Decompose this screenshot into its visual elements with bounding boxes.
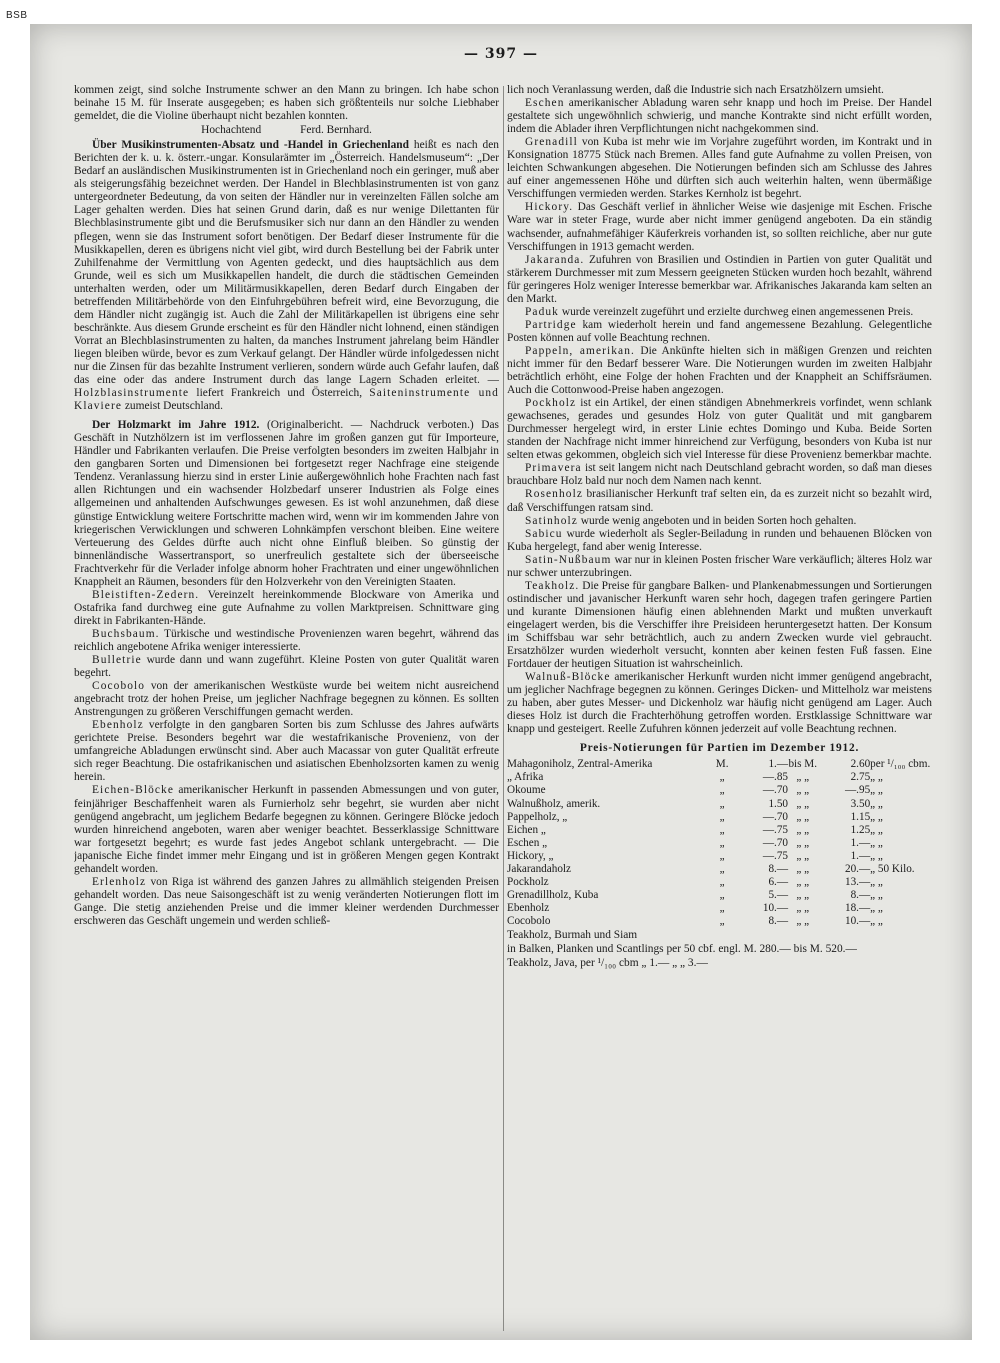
strings-term: Saiteninstrumente und Klaviere xyxy=(74,387,499,413)
article-holzmarkt-body: (Originalbericht. — Nachdruck verboten.) Das Geschäft in Nutzhölzern ist im verflossenen Jahre im großen ganzen gut für Importeure, Händler und Fabrikanten verlaufen. Die Preise verfolgten besonders im zweiten Halbjahr in den gangbaren Sorten und Dimensionen bei fortgesetzt reger Nachfrage eine steigende Tendenz. Veranlassung hierzu sind in erster Linie außergewöhnlich hohe Frachten nach fast allen Richtungen und ein wachsender Holzbedarf unserer Industrien als Folge eines allgemeinen und anhaltenden Aufschwunges gewesen. Es ist wohl anzunehmen, daß diese günstige Entwicklung weitere Fortschritte machen wird, wenn wir im kommenden Jahre von kriegerischen Verwicklungen und schweren Lohnkämpfen verschont bleiben. Eine weitere Verteuerung des Geldes dürfte auch nicht ohne Einfluß bleiben. So günstig der binnenländische Wassertransport, so unerfreulich gestaltete sich der überseeische Frachtverkehr für die Verlader infolge abnorm hoher Frachtraten und einer ungewöhnlichen Knappheit an Räumen, besonders für den Holzverkehr von den Vereinigten Staaten. xyxy=(74,419,499,588)
entry-text: amerikanischer Herkunft in passenden Abmessungen und von guter, feinjähriger Beschaffenheit waren als Furnierholz sehr begehrt, sie wurden aber nicht genügend angebracht, um jeglichem Bedarfe begegnen zu können. Geringere Blöcke jedoch wurden hinreichend angeboten, waren aber weniger beachtet. Besserklassige Schnittware war fortgesetzt begehrt; es wurde fast jedes Angebot schlank untergebracht. — Die japanische Eiche findet immer mehr Eingang und ist in größeren Mengen gegen Kontrakt gehandelt worden. xyxy=(74,784,499,875)
price-unit: M. xyxy=(715,758,729,771)
entry-term: Satin-Nußbaum xyxy=(525,553,612,566)
entry-term: Eschen xyxy=(525,97,565,110)
entry-term: Rosenholz xyxy=(525,488,583,501)
entry-term: Bulletrie xyxy=(92,654,142,667)
entry-hickory xyxy=(507,201,932,253)
price-row xyxy=(507,837,932,850)
entry-term: Pappeln, amerikan. xyxy=(525,344,635,357)
article-holzmarkt-title: Der Holzmarkt im Jahre 1912. xyxy=(92,419,260,432)
price-low: 10.— xyxy=(762,901,789,914)
entry-rosenholz xyxy=(507,488,932,514)
price-per: „ „ xyxy=(870,771,883,784)
price-per: per ¹/₁₀₀ cbm. xyxy=(870,758,931,771)
price-to: „ „ xyxy=(796,810,810,823)
entry-text: von der amerikanischen Westküste wurde bei weitem nicht ausreichend angebracht trotz der hohen Preise, um jeglicher Nachfrage begegnen zu können. Es sollten Anstrengungen zu größeren Verschiffungen gemacht werden. xyxy=(74,680,499,719)
entry-term: Teakholz. xyxy=(525,579,580,592)
price-high: 8.— xyxy=(850,888,871,901)
entry-satinholz xyxy=(507,515,932,528)
column-divider xyxy=(503,86,504,1331)
price-high: 1.— xyxy=(850,836,871,849)
price-wood-name: Ebenholz xyxy=(507,901,550,914)
price-row xyxy=(507,811,932,824)
price-per: „ „ xyxy=(870,901,883,914)
price-unit: „ xyxy=(719,849,725,862)
price-low: —.75 xyxy=(762,823,789,836)
price-per: „ „ xyxy=(870,849,883,862)
price-high: 2.60 xyxy=(850,758,871,771)
entry-buchsbaum xyxy=(74,628,499,654)
price-per: „ „ xyxy=(870,836,883,849)
price-low: —.85 xyxy=(762,771,789,784)
entry-text: war nur in kleinen Posten frischer Ware verkäuflich; älteres Holz war nur schwer unterzubringen. xyxy=(507,553,932,579)
letter-ending: kommen zeigt, sind solche Instrumente schwer an den Mann zu bringen. Ich habe schon beinahe 15 M. für Inserate ausgegeben; es haben sich größtenteils nur solche Liebhaber gemeldet, die die Violine überhaupt nicht bezahlen konnten. xyxy=(74,84,499,123)
teak-java-price: „ 1.— „ „ 3.— xyxy=(641,957,708,970)
price-to: „ „ xyxy=(796,836,810,849)
price-high: 20.— xyxy=(844,862,871,875)
entry-text: wurde vereinzelt zugeführt und erzielte durchweg einen angemessenen Preis. xyxy=(561,305,914,318)
entry-text: brasilianischer Herkunft traf selten ein, da es zurzeit nicht so bezahlt wird, daß Verschiffungen ratsam sind. xyxy=(507,488,932,514)
price-unit: „ xyxy=(719,914,725,927)
price-per: „ 50 Kilo. xyxy=(870,862,915,875)
article-greece xyxy=(74,139,499,413)
left-column xyxy=(74,84,499,1334)
entry-term: Partridge xyxy=(525,318,577,331)
price-row xyxy=(507,771,932,784)
price-low: 1.50 xyxy=(768,797,789,810)
price-high: 2.75 xyxy=(850,771,871,784)
entry-text: Türkische und westindische Provenienzen waren begehrt, während das reichlich angebotene Afrika weniger interessierte. xyxy=(74,627,499,653)
entry-term: Ebenholz xyxy=(92,719,144,732)
price-low: 8.— xyxy=(768,914,789,927)
price-per: „ „ xyxy=(870,914,883,927)
price-wood-name: Eschen „ xyxy=(507,836,548,849)
price-low: 6.— xyxy=(768,875,789,888)
letter-signature xyxy=(74,124,499,137)
price-per: „ „ xyxy=(870,875,883,888)
price-row xyxy=(507,824,932,837)
price-low: 1.— xyxy=(768,758,789,771)
price-per: „ „ xyxy=(870,797,883,810)
price-row xyxy=(507,798,932,811)
price-low: —.70 xyxy=(762,836,789,849)
price-wood-name: Pockholz xyxy=(507,875,549,888)
entry-text: kam wiederholt herein und fand angemessene Bezahlung. Gelegentliche Posten können auf volle Beachtung rechnen. xyxy=(507,318,932,344)
continuation-text: lich noch Veranlassung werden, daß die Industrie sich nach Ersatzhölzern umsieht. xyxy=(507,84,884,96)
teak-java-line xyxy=(507,957,932,970)
price-row xyxy=(507,758,932,771)
entry-term: Walnuß-Blöcke xyxy=(525,671,611,684)
price-unit: „ xyxy=(719,875,725,888)
price-per: „ „ xyxy=(870,784,883,797)
price-unit: „ xyxy=(719,888,725,901)
article-greece-end: zumeist Deutschland. xyxy=(124,400,223,413)
entry-walnuss-bloecke xyxy=(507,671,932,736)
price-unit: „ xyxy=(719,810,725,823)
article-holzmarkt xyxy=(74,419,499,589)
entry-primavera xyxy=(507,462,932,488)
page-number: — 397 — xyxy=(464,46,538,62)
entry-term: Buchsbaum. xyxy=(92,627,160,640)
price-row xyxy=(507,902,932,915)
entry-jakaranda xyxy=(507,254,932,306)
price-to: „ „ xyxy=(796,862,810,875)
price-row xyxy=(507,784,932,797)
price-low: —.75 xyxy=(762,849,789,862)
entry-term: Jakaranda. xyxy=(525,253,585,266)
entry-text: wurde wiederholt als Segler-Beiladung in runden und behauenen Blöcken von Kuba hergelegt, fand aber wenig Interesse. xyxy=(507,527,932,553)
entry-text: ist ein Artikel, der einen ständigen Abnehmerkreis vorfindet, wenn schlank gewachsenes, gerades und gesundes Holz von guter Qualität und mit gangbarem Durchmesser hergelegt wird, in erster Linie echtes Domingo und Kuba. Beide Sorten standen der Nachfrage nicht immer hinreichend zur Verfügung, besonders von Kuba ist nur selten etwas gekommen, obgleich sich viel Interesse für diese Provenienz bemerkbar machte. xyxy=(507,397,932,462)
price-to: „ „ xyxy=(796,823,810,836)
price-unit: „ xyxy=(719,823,725,836)
article-greece-body: heißt es nach den Berichten der k. u. k. österr.-ungar. Konsularämter im „Österreich. Handelsmuseum“: „Der Bedarf an ausländischen Musikinstrumenten ist in Griechenland noch ein geringer, muß aber als steigerungsfähig bezeichnet werden. Der Handel in Blechblasinstrumenten ist von ganz untergeordneter Bedeutung, da von seiten der Händler nur in vereinzelten Fällen solche am Lager gehalten werden. Dies hat seinen Grund darin, daß es nur wenige Dilettanten für Blechblasinstrumente gibt und die Berufsmusiker sich nur dann an den Händler zu wenden pflegen, wenn sie das Instrument sofort benötigen. Der Bedarf dieser Instrumente für die Musikkapellen, deren es übrigens nicht viel gibt, wird durch Bestellung bei der Fabrik unter Zuhilfenahme der Vermittlung von Agenten gedeckt, und dies hauptsächlich aus dem Grunde, weil es sich um Musikkapellen handelt, die durch die städtischen Gemeinden unterhalten werden, oder um Militärmusikkapellen, deren Bedarf durch Eingaben der betreffenden Militärbehörde von den Einfuhrgebühren befreit wird, eine Bevorzugung, die dem Händler nicht zugängig ist. Auch die Zahl der Militärkapellen ist übrigens eine sehr beschränkte. Aus diesem Grunde erscheint es für den Händler nicht lohnend, einen ständigen Vorrat an Blechblasinstrumenten zu halten, da manches Instrument jahrelang beim Händler liegen bleiben würde, bevor es zum Verkauf gelangt. Der Händler würde infolgedessen nicht nur die Zinsen für das bezahlte Instrument verlieren, sondern würde auch Gefahr laufen, daß das eine oder das andere Instrument durch das lange Lagern Schaden erleitet. — xyxy=(74,139,499,387)
entry-erlenholz xyxy=(74,876,499,928)
entry-text: amerikanischer Abladung waren sehr knapp und hoch im Preise. Der Handel gestaltete sich ungewöhnlich schwierig, und manche Kontrakte sind nicht erfüllt worden, indem die Ablader ihren Verpflichtungen nicht nachgekommen sind. xyxy=(507,97,932,136)
entry-term: Grenadill xyxy=(525,136,578,149)
teak-burmah-line: Teakholz, Burmah und Siam xyxy=(507,929,638,941)
entry-pockholz xyxy=(507,397,932,462)
entry-bleistiften-zedern xyxy=(74,589,499,628)
price-wood-name: Cocobolo xyxy=(507,914,551,927)
entry-term: Sabicu xyxy=(525,527,563,540)
price-to: „ „ xyxy=(796,888,810,901)
entry-grenadill xyxy=(507,136,932,201)
scanned-page xyxy=(30,24,972,1340)
price-wood-name: Mahagoniholz, Zentral-Amerika xyxy=(507,758,653,771)
price-row xyxy=(507,876,932,889)
price-per: „ „ xyxy=(870,888,883,901)
entry-text: Vereinzelt hereinkommende Blockware von Amerika und Ostafrika fand durchweg eine gute Aufnahme zu vollen Marktpreisen. Schnittware ging direkt in Fabrikanten-Hände. xyxy=(74,588,499,627)
price-to: „ „ xyxy=(796,914,810,927)
teak-java-label: Teakholz, Java, per ¹/₁₀₀ cbm xyxy=(507,957,639,970)
price-low: —.70 xyxy=(762,810,789,823)
entry-bulletrie xyxy=(74,654,499,680)
price-unit: „ xyxy=(719,862,725,875)
entry-eichen-bloecke xyxy=(74,784,499,875)
price-wood-name: Pappelholz, „ xyxy=(507,810,568,823)
price-high: 18.— xyxy=(844,901,871,914)
price-wood-name: Walnußholz, amerik. xyxy=(507,797,601,810)
entry-term: Paduk xyxy=(525,305,559,318)
article-greece-title: Über Musikinstrumenten-Absatz und -Handel in Griechenland xyxy=(92,139,409,152)
article-greece-mid: liefert Frankreich und Österreich, xyxy=(196,387,363,400)
price-low: —.70 xyxy=(762,784,789,797)
signature-greeting: Hochachtend xyxy=(201,124,262,137)
price-table-title: Preis-Notierungen für Partien im Dezember 1912. xyxy=(579,742,860,755)
teak-planks-label: in Balken, Planken und Scantlings per 50 cbf. engl. xyxy=(507,943,741,956)
entry-text: von Riga ist während des ganzen Jahres zu allmählich steigenden Preisen gehandelt worden. Das neue Saisongeschäft ist zu wenig veränderten Notierungen flott im Gange. Die stetig anziehenden Preise und die immer kleiner werdenden Durchmesser erschweren das Geschäft ungemein und werden schließ- xyxy=(74,875,499,927)
woodwind-term: Holzblasinstrumente xyxy=(74,387,190,400)
price-to: „ „ xyxy=(796,797,810,810)
price-low: 8.— xyxy=(768,862,789,875)
price-per: „ „ xyxy=(870,810,883,823)
price-high: 10.— xyxy=(844,914,871,927)
entry-term: Hickory. xyxy=(525,201,574,214)
price-high: 3.50 xyxy=(850,797,871,810)
teak-planks-line xyxy=(507,943,932,956)
entry-eschen xyxy=(507,97,932,136)
price-high: 13.— xyxy=(844,875,871,888)
entry-cocobolo xyxy=(74,680,499,719)
price-low: 5.— xyxy=(768,888,789,901)
price-unit: „ xyxy=(719,797,725,810)
entry-text: ist seit langem nicht nach Deutschland gebracht worden, so daß man dieses brauchbare Holz bald nur noch dem Namen nach kennt. xyxy=(507,462,932,488)
entry-text: Das Geschäft verlief in ähnlicher Weise wie dasjenige mit Eschen. Frische Ware war in steter Frage, wurde aber nicht immer genügend angeboten. Da ein ständig wachsender, aufnahmefähiger Käuferkreis vorhanden ist, so sollten reichliche, aber nur gute Verschiffungen in 1913 gemacht werden. xyxy=(507,201,932,253)
entry-term: Bleistiften-Zedern. xyxy=(92,588,200,601)
entry-term: Cocobolo xyxy=(92,680,146,693)
price-unit: „ xyxy=(719,901,725,914)
price-to: „ „ xyxy=(796,784,810,797)
price-to: „ „ xyxy=(796,849,810,862)
price-row xyxy=(507,915,932,928)
price-to: bis M. xyxy=(788,758,818,771)
price-high: —.95 xyxy=(844,784,871,797)
price-wood-name: Grenadillholz, Kuba xyxy=(507,888,599,901)
price-to: „ „ xyxy=(796,901,810,914)
price-high: 1.— xyxy=(850,849,871,862)
signature-name: Ferd. Bernhard. xyxy=(300,124,372,137)
price-unit: „ xyxy=(719,836,725,849)
entry-ebenholz xyxy=(74,719,499,784)
library-mark: BSB xyxy=(6,10,28,21)
price-unit: „ xyxy=(719,784,725,797)
entry-term: Erlenholz xyxy=(92,875,147,888)
entry-text: Die Preise für gangbare Balken- und Plankenabmessungen und Sortierungen ostindischer und javanischer Herkunft waren sehr hoch, dagegen trafen geringere Partien und kurante Dimensionen häufig einen ablehnenden Markt und mußten unverkauft eingelagert werden, bis die Verschiffer ihre Preisideen heruntergesetzt hatten. Der Konsum im Schiffsbau war sehr beträchtlich, auch zu andern Zwecken wurde viel gebraucht. Ersatzhölzer wurden wiederholt versucht, konnten aber keinen festen Fuß fassen. Eine Fortdauer der heutigen Situation ist wahrscheinlich. xyxy=(507,579,932,671)
entry-text: amerikanischer Herkunft wurden nicht immer genügend angebracht, um jeglicher Nachfrage begegnen zu können. Geringes Dicken- und Mittelholz war meistens zu haben, aber gutes Messer- und Dickenholz war häufig nicht genügend am Lager. Auch dieses Holz ist durch die Frachterhöhung getroffen worden. Erstklassige Schnittware war knapp und gesteigert. Reelle Zufuhren können jederzeit auf volle Beachtung rechnen. xyxy=(507,671,932,736)
entry-text: wurde dann und wann zugeführt. Kleine Posten von guter Qualität waren begehrt. xyxy=(74,654,499,680)
price-row xyxy=(507,889,932,902)
price-per: „ „ xyxy=(870,823,883,836)
price-wood-name: Eichen „ xyxy=(507,823,546,836)
price-table xyxy=(507,758,932,928)
entry-satin-nussbaum xyxy=(507,554,932,580)
teak-planks-price: M. 280.— bis M. 520.— xyxy=(743,943,857,956)
entry-term: Eichen-Blöcke xyxy=(92,784,174,797)
entry-text: von Kuba ist mehr wie im Vorjahre zugeführt worden, im Kontrakt und in Konsignation 18775 Stück nach Bremen. Alles fand gute Aufnahme zu vollen Preisen, von leichten Schwankungen abgesehen. Die Notierungen befinden sich am Schlusse des Jahres auf einer angemessenen Höhe und dürften sich auch weiterhin halten, wenn übermäßige Verschiffungen vermieden werden. Starkes Kernholz ist begehrt. xyxy=(507,136,932,201)
entry-term: Primavera xyxy=(525,462,582,475)
price-row xyxy=(507,863,932,876)
price-to: „ „ xyxy=(796,771,810,784)
price-unit: „ xyxy=(719,771,725,784)
price-to: „ „ xyxy=(796,875,810,888)
entry-sabicu xyxy=(507,528,932,554)
entry-teakholz xyxy=(507,580,932,671)
price-row xyxy=(507,850,932,863)
entry-text: Zufuhren von Brasilien und Ostindien in Partien von guter Qualität und stärkerem Durchmesser mit zum Messern geeigneten Stücken wurden hoch bezahlt, während für geringeres Holz weniger Interesse bemerkbar war. Afrikanisches Jakaranda kam selten an den Markt. xyxy=(507,253,932,305)
entry-text: wurde wenig angeboten und in beiden Sorten hoch gehalten. xyxy=(580,514,857,527)
entry-text: verfolgte in den gangbaren Sorten bis zum Schlusse des Jahres aufwärts gerichtete Preise. Besonders begehrt war die westafrikanische Provenienz, von der umfangreiche Abladungen erwünscht sind. Aber auch Macassar von guter Qualität erfreute sich reger Beachtung. Die ostafrikanischen und asiatischen Ebenholzsorten kamen zu wenig herein. xyxy=(74,719,499,784)
right-column xyxy=(507,84,932,1334)
entry-term: Pockholz xyxy=(525,397,577,410)
entry-text: Die Ankünfte hielten sich in mäßigen Grenzen und reichten nicht immer für den Bedarf besserer Ware. Die Notierungen wurden im zweiten Halbjahr beträchtlich erhöht, eine Folge der hohen Frachten und der Knappheit an Schiffsräumen. Auch die Cottonwood-Preise haben angezogen. xyxy=(507,344,932,397)
entry-term: Satinholz xyxy=(525,514,578,527)
entry-partridge xyxy=(507,319,932,345)
price-wood-name: Hickory, „ xyxy=(507,849,554,862)
entry-pappeln xyxy=(507,345,932,397)
price-high: 1.25 xyxy=(850,823,871,836)
price-wood-name: Jakarandaholz xyxy=(507,862,571,875)
entry-paduk xyxy=(507,306,932,319)
price-high: 1.15 xyxy=(850,810,871,823)
price-wood-name: Okoume xyxy=(507,784,546,797)
price-wood-name: „ Afrika xyxy=(507,771,544,784)
